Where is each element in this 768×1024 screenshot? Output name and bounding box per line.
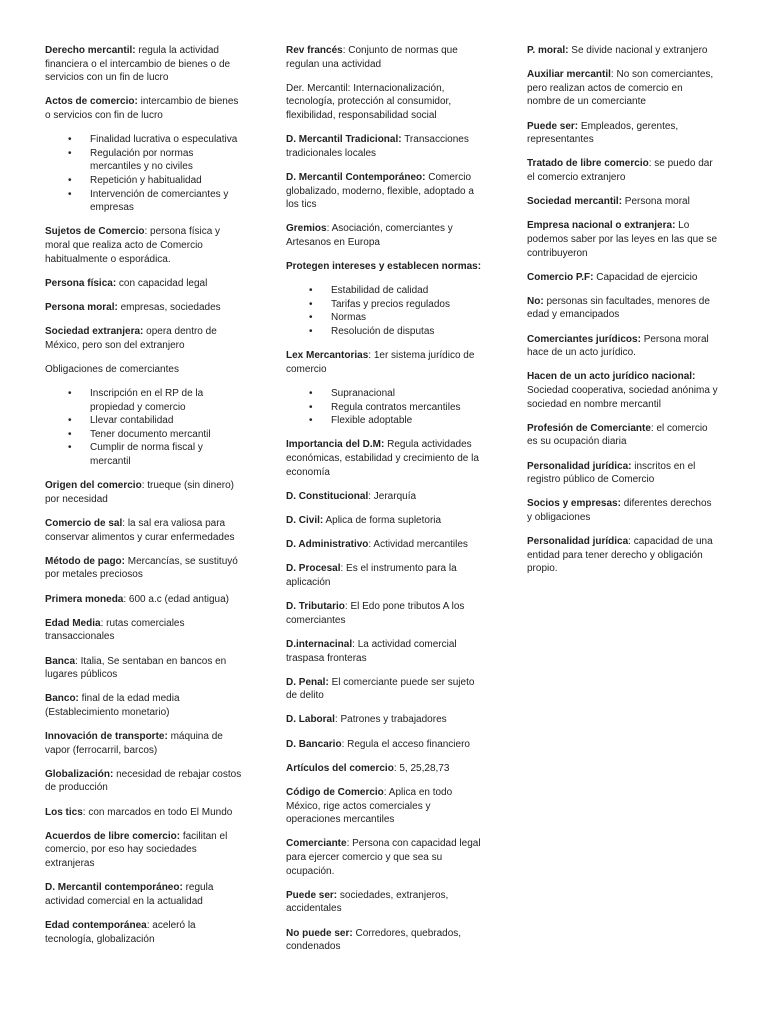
entry-term: D. Mercantil Tradicional: [286,134,402,146]
note-entry [45,881,244,908]
entry-text: inscritos en el registro público de Comercio [527,460,696,486]
entry-text: : aceleró la tecnología, globalización [45,919,196,945]
note-entry [45,730,244,757]
note-entry [45,325,244,352]
note-entry [527,535,719,576]
entry-term: P. moral: [527,45,569,56]
entry-text: Lo podemos saber por las leyes en las que se contribuyeron [527,220,718,259]
note-entry [286,490,485,504]
entry-term: Globalización: [45,768,114,780]
note-entry [527,422,719,449]
note-entry [45,919,244,946]
note-entry [45,44,244,85]
note-entry [286,260,485,274]
entry-term: Comerciantes jurídicos: [527,333,641,345]
entry-term: Edad Media [45,617,101,629]
note-entry [45,692,244,719]
column-2 [286,44,485,1024]
entry-text: El comerciante puede ser sujeto de delito [286,676,475,702]
entry-text: Aplica de forma supletoria [323,514,442,526]
entry-text: : Asociación, comerciantes y Artesanos en Europa [286,223,453,248]
entry-text: : se puedo dar el comercio extranjero [527,158,713,183]
entry-text: opera dentro de México, pero son del extranjero [45,326,217,351]
bullet-item: • Tarifas y precios regulados [331,298,485,312]
entry-text: Corredores, quebrados, condenados [286,927,462,953]
entry-text: final de la edad media (Establecimiento monetario) [45,693,180,718]
note-entry [286,171,485,212]
note-entry [527,295,719,322]
bullet-list [286,284,485,338]
entry-text: sociedades, extranjeros, accidentales [286,889,449,915]
note-entry [286,133,485,160]
entry-term: Puede ser: [286,889,338,901]
entry-text: : Italia, Se sentaban en bancos en lugares públicos [45,655,227,681]
bullet-item: • Flexible adoptable [331,414,485,428]
entry-term: Lex Mercantorias [286,350,369,362]
entry-text: : Aplica en todo México, rige actos comerciales y operaciones mercantiles [286,787,453,826]
entry-text: con capacidad legal [116,277,208,289]
entry-term: Auxiliar mercantil [527,69,611,81]
entry-term: Sociedad mercantil: [527,196,623,208]
note-entry [45,655,244,682]
entry-term: Tratado de libre comercio [527,158,649,170]
entry-term: Banco: [45,693,79,705]
entry-text: : Conjunto de normas que regulan una actividad [286,45,458,70]
entry-text: intercambio de bienes o servicios con fin de lucro [45,96,239,121]
note-entry [286,562,485,589]
note-entry [45,95,244,122]
bullet-item: • Finalidad lucrativa o especulativa [90,133,244,147]
bullet-item: • Tener documento mercantil [90,428,244,442]
entry-text: : la sal era valiosa para conservar alimentos y curar enfermedades [45,517,235,543]
note-entry [527,157,719,184]
note-entry [286,222,485,249]
entry-text: personas sin facultades, menores de edad y emancipados [527,295,710,321]
entry-text: : trueque (sin dinero) por necesidad [45,480,234,505]
note-entry [527,44,719,58]
entry-term: D. Administrativo [286,539,369,551]
entry-text: : el comercio es su ocupación diaria [527,422,708,448]
entry-term: Puede ser: [527,120,579,132]
entry-text: : con marcados en todo El Mundo [82,806,233,818]
note-entry [286,600,485,627]
note-entry [527,195,719,209]
entry-text: : persona física y moral que realiza acto de Comercio habitualmente o esporádica. [45,226,221,265]
entry-term: D. Bancario [286,738,342,750]
entry-text: empresas, sociedades [117,301,221,313]
bullet-item: • Llevar contabilidad [90,414,244,428]
entry-term: Persona moral: [45,301,118,313]
bullet-item: • Normas [331,311,485,325]
entry-text: : 600 a.c (edad antigua) [123,593,230,605]
bullet-item: • Inscripción en el RP de la propiedad y comercio [90,387,244,414]
note-entry [45,768,244,795]
note-entry [286,438,485,479]
note-entry [527,68,719,109]
bullet-item: • Regulación por normas mercantiles y no civiles [90,147,244,174]
note-entry [45,479,244,506]
entry-text: Obligaciones de comerciantes [45,363,179,375]
column-3 [527,44,719,1024]
entry-term: No: [527,295,544,307]
bullet-item: • Estabilidad de calidad [331,284,485,298]
entry-text: : No son comerciantes, pero realizan actos de comercio en nombre de un comerciante [527,69,714,108]
entry-term: Hacen de un acto jurídico nacional: [527,371,696,383]
entry-text: máquina de vapor (ferrocarril, barcos) [45,731,223,756]
bullet-list [45,133,244,215]
entry-text: : rutas comerciales transaccionales [45,617,185,643]
entry-term: Código de Comercio [286,787,384,799]
entry-term: D. Procesal [286,563,341,575]
entry-text: regula actividad comercial en la actualidad [45,882,214,907]
note-entry [286,538,485,552]
note-entry [45,830,244,871]
note-entry [286,44,485,71]
note-entry [45,593,244,607]
entry-term: Importancia del D.M: [286,439,385,451]
bullet-item: • Cumplir de norma fiscal y mercantil [90,441,244,468]
entry-term: Rev francés [286,45,343,56]
bullet-item: • Resolución de disputas [331,325,485,339]
entry-term: Método de pago: [45,555,125,567]
entry-term: Sociedad extranjera: [45,326,144,338]
note-entry [286,349,485,376]
entry-text: Persona moral [622,196,690,208]
entry-term: Origen del comercio [45,480,142,492]
entry-text: Comercio globalizado, moderno, flexible, adoptado a los tics [286,171,474,211]
entry-text: : El Edo pone tributos A los comerciantes [286,601,465,626]
bullet-item: • Supranacional [331,387,485,401]
entry-term: Sujetos de Comercio [45,226,145,238]
entry-text: : capacidad de una entidad para tener derecho y obligación propio. [527,536,713,575]
note-entry [286,82,485,123]
entry-text: Persona moral hace de un acto jurídico. [527,333,709,359]
note-entry [286,514,485,528]
note-entry [286,927,485,954]
entry-term: Banca [45,655,76,667]
entry-text: necesidad de rebajar costos de producción [45,768,242,794]
entry-term: D. Mercantil Contemporáneo: [286,171,426,183]
entry-term: Derecho mercantil: [45,45,136,56]
note-entry [286,638,485,665]
note-entry [286,889,485,916]
entry-text: Mercancías, se sustituyó por metales preciosos [45,555,238,581]
entry-term: Edad contemporánea [45,919,147,931]
entry-text: facilitan el comercio, por eso hay sociedades extranjeras [45,830,228,869]
note-entry [286,713,485,727]
entry-text: Regula actividades económicas, estabilidad y crecimiento de la economía [286,439,479,478]
note-entry [45,225,244,266]
note-entry [286,762,485,776]
note-entry [286,676,485,703]
entry-text: Transacciones tradicionales locales [286,134,469,159]
entry-term: D. Tributario [286,601,345,613]
entry-term: Primera moneda [45,593,124,605]
note-entry [45,806,244,820]
entry-term: Gremios [286,223,327,235]
entry-text: : Persona con capacidad legal para ejercer comercio y que sea su ocupación. [286,838,481,877]
note-entry [286,738,485,752]
entry-term: Persona física: [45,277,117,289]
entry-text: Sociedad cooperativa, sociedad anónima y sociedad en nombre mercantil [527,385,718,410]
entry-text: Se divide nacional y extranjero [568,45,708,56]
column-1 [45,44,244,1024]
entry-term: Los tics [45,806,83,818]
entry-term: Personalidad jurídica: [527,460,632,472]
bullet-list [45,387,244,469]
note-entry [527,271,719,285]
note-entry [45,277,244,291]
entry-text: : 1er sistema jurídico de comercio [286,350,475,375]
entry-term: D. Penal: [286,676,329,688]
note-entry [527,497,719,524]
entry-text: regula la actividad financiera o el intercambio de bienes o de servicios con un fin de lucro [45,45,231,84]
note-entry [45,617,244,644]
entry-term: Socios y empresas: [527,498,621,510]
entry-term: Comerciante [286,838,347,850]
entry-text: : La actividad comercial traspasa fronteras [286,638,457,664]
entry-term: Actos de comercio: [45,96,138,108]
note-entry [527,460,719,487]
note-entry [286,837,485,878]
entry-term: Personalidad jurídica [527,536,629,548]
note-entry [527,120,719,147]
note-entry [527,333,719,360]
entry-text: : 5, 25,28,73 [393,762,450,774]
bullet-item: • Intervención de comerciantes y empresas [90,188,244,215]
entry-term: Protegen intereses y establecen normas: [286,261,482,273]
entry-term: Comercio P.F: [527,271,594,283]
entry-term: Acuerdos de libre comercio: [45,830,181,842]
entry-text: : Regula el acceso financiero [341,738,470,750]
bullet-item: • Repetición y habitualidad [90,174,244,188]
entry-text: : Es el instrumento para la aplicación [286,563,457,588]
note-entry [45,301,244,315]
entry-term: Empresa nacional o extranjera: [527,220,676,232]
entry-text: : Patrones y trabajadores [334,714,447,726]
note-entry [45,517,244,544]
note-entry [45,363,244,377]
entry-term: D. Laboral [286,714,335,726]
bullet-item: • Regula contratos mercantiles [331,401,485,415]
entry-term: Comercio de sal [45,517,123,529]
entry-term: No puede ser: [286,927,353,939]
entry-term: D. Constitucional [286,490,369,502]
entry-text: Empleados, gerentes, representantes [527,120,679,146]
note-entry [527,219,719,260]
entry-text: Der. Mercantil: Internacionalización, tecnología, protección al consumidor, flexibilidad, responsabilidad social [286,82,452,121]
note-entry [286,786,485,827]
entry-term: Innovación de transporte: [45,731,168,743]
entry-term: Profesión de Comerciante [527,422,651,434]
entry-term: D. Civil: [286,514,324,526]
entry-term: Artículos del comercio [286,762,394,774]
entry-text: Capacidad de ejercicio [593,271,698,283]
entry-text: : Jerarquía [368,490,417,502]
entry-text: diferentes derechos y obligaciones [527,498,712,523]
entry-term: D.internacinal [286,638,353,650]
entry-term: D. Mercantil contemporáneo: [45,882,183,894]
note-entry [527,370,719,411]
bullet-list [286,387,485,428]
entry-text: : Actividad mercantiles [368,539,468,551]
note-entry [45,555,244,582]
